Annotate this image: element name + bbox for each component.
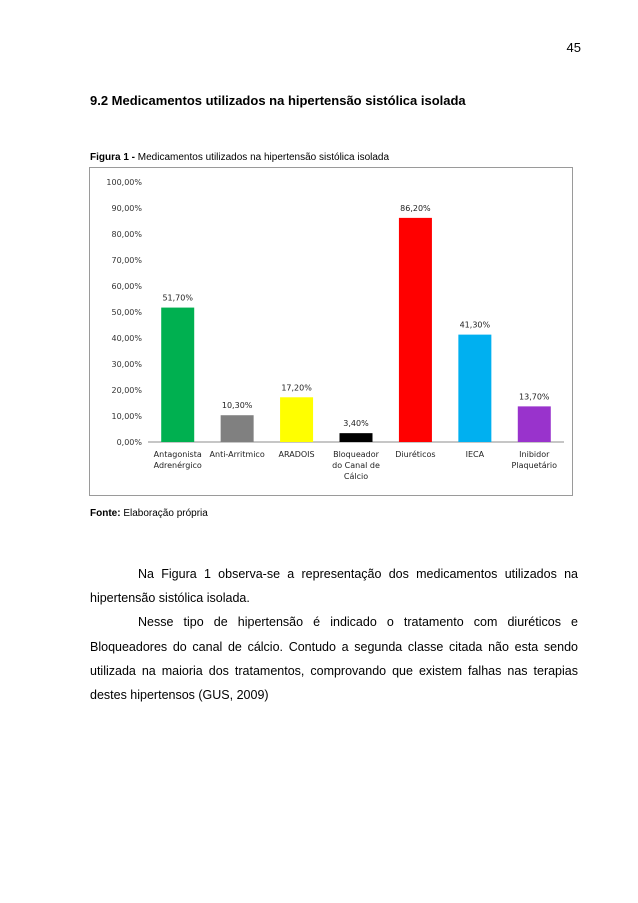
- figure-caption-lead: Figura 1 -: [90, 152, 136, 163]
- y-tick-label: 100,00%: [106, 178, 142, 187]
- y-tick-label: 40,00%: [111, 334, 142, 343]
- bar-chart: [90, 168, 574, 497]
- body-paragraph: Nesse tipo de hipertensão é indicado o tratamento com diuréticos e Bloqueadores do canal de cálcio. Contudo a segunda classe citada não esta sendo utilizada na maioria dos tratamentos, comprovando que existem falhas nas terapias destes hipertensos (GUS, 2009): [90, 615, 578, 703]
- category-label: Diuréticos: [395, 450, 436, 459]
- bar: [518, 406, 551, 442]
- figure-caption-text: Medicamentos utilizados na hipertensão sistólica isolada: [135, 152, 390, 163]
- data-label: 3,40%: [343, 419, 369, 429]
- category-label: do Canal de: [332, 461, 380, 470]
- category-label: IECA: [465, 450, 485, 459]
- y-tick-label: 70,00%: [111, 256, 142, 265]
- category-label: Inibidor: [519, 450, 550, 459]
- y-tick-label: 80,00%: [111, 230, 142, 239]
- bar: [221, 415, 254, 442]
- data-label: 41,30%: [459, 320, 491, 330]
- category-label: Adrenérgico: [153, 461, 202, 470]
- bar: [280, 397, 313, 442]
- y-tick-label: 60,00%: [111, 282, 142, 291]
- bar: [399, 218, 432, 442]
- body-paragraph: Na Figura 1 observa-se a representação dos medicamentos utilizados na hipertensão sistólica isolada.: [90, 567, 578, 606]
- source-note: [90, 508, 208, 519]
- data-label: 86,20%: [400, 203, 431, 213]
- source-note-lead: Fonte:: [90, 508, 121, 519]
- category-label: ARADOIS: [278, 450, 315, 459]
- y-tick-label: 90,00%: [111, 204, 142, 213]
- category-label: Plaquetário: [511, 461, 558, 470]
- data-label: 51,70%: [162, 293, 193, 303]
- y-tick-label: 50,00%: [111, 308, 142, 317]
- bar: [458, 335, 491, 442]
- figure-caption: [90, 152, 389, 163]
- category-label: Antagonista: [153, 450, 202, 459]
- category-label: Anti-Arritmico: [209, 450, 265, 459]
- category-label: Bloqueador: [333, 450, 379, 459]
- data-label: 13,70%: [519, 392, 550, 402]
- chart-frame: [89, 167, 573, 496]
- y-tick-label: 30,00%: [111, 360, 142, 369]
- bar: [340, 433, 373, 442]
- y-tick-label: 20,00%: [111, 386, 142, 395]
- body-text: [90, 562, 578, 707]
- section-heading: 9.2 Medicamentos utilizados na hipertensão sistólica isolada: [90, 93, 466, 108]
- page-number: 45: [566, 40, 581, 55]
- data-label: 17,20%: [281, 383, 312, 393]
- y-tick-label: 10,00%: [111, 412, 142, 421]
- bar: [161, 308, 194, 442]
- data-label: 10,30%: [221, 401, 253, 411]
- source-note-text: Elaboração própria: [120, 508, 208, 519]
- category-label: Cálcio: [343, 472, 369, 481]
- y-tick-label: 0,00%: [116, 438, 142, 447]
